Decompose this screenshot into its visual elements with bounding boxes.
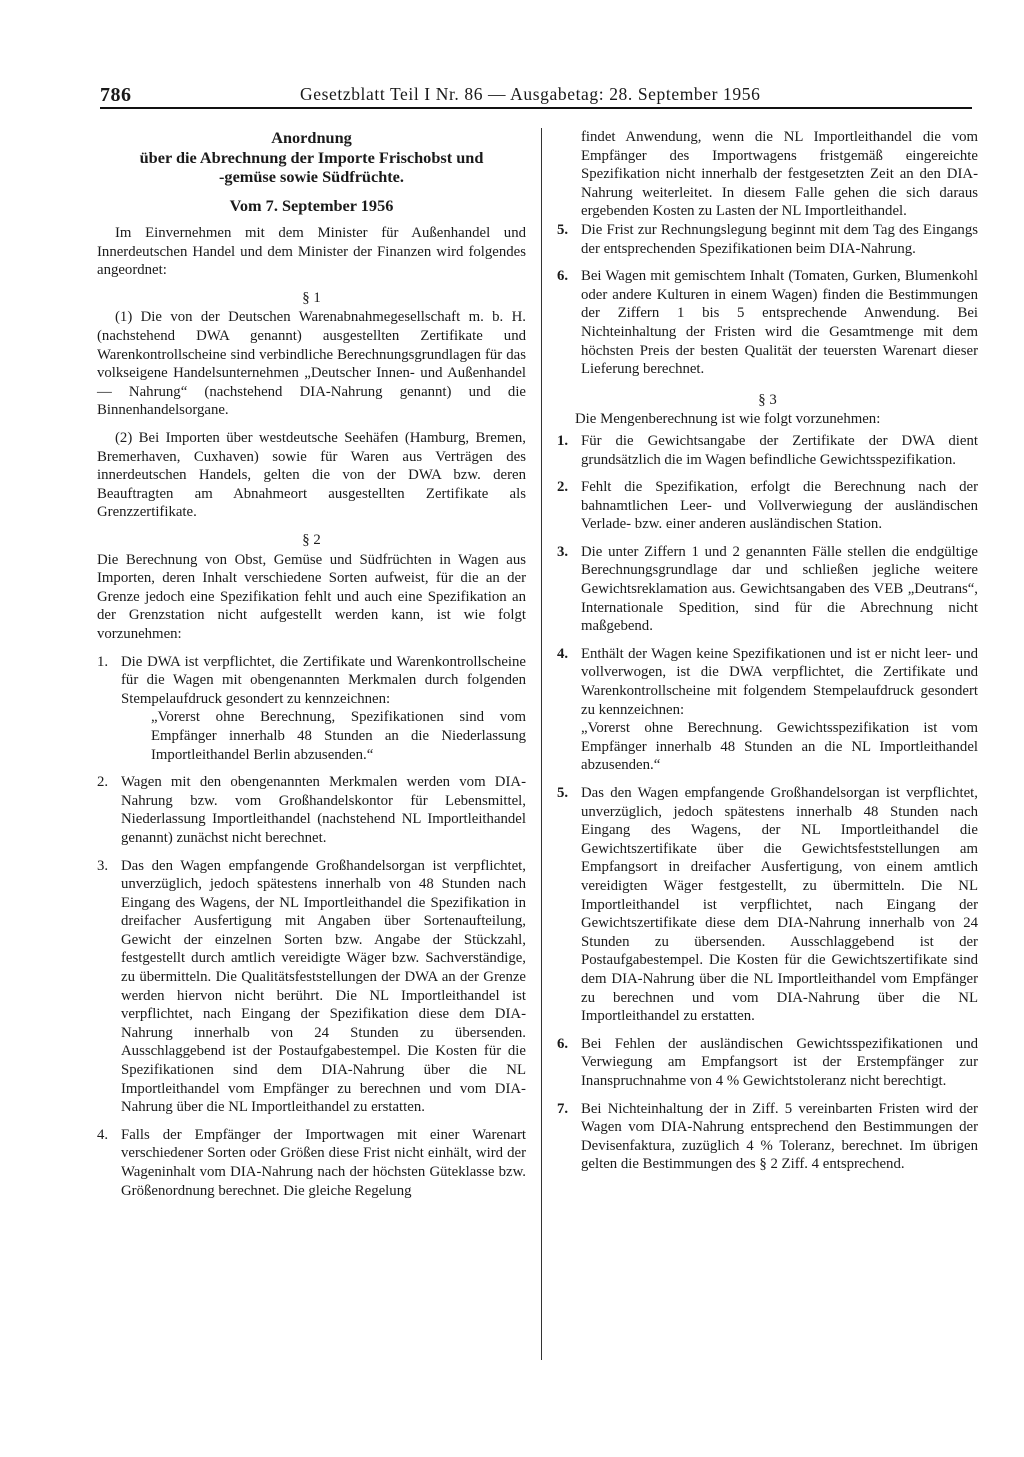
list-item (557, 645, 978, 775)
item-text: Wagen mit den obengenannten Merkmalen werden vom DIA-Nahrung bzw. vom Großhandelskontor für Lebensmittel, Niederlassung Importleithandel (nachstehend NL Importleithandel genannt) zunächst nicht berechnet. (121, 774, 526, 846)
list-item (557, 432, 978, 469)
item-text: Die unter Ziffern 1 und 2 genannten Fälle stellen die endgültige Berechnungsgrundlage dar und schließen jegliche weitere Gewichtsreklamation aus. Gewichtsangaben des VEB „Deutrans“, Internationale Spedition, sind für die Abrechnung nicht maßgebend. (581, 543, 978, 635)
stamp-quote: „Vorerst ohne Berechnung. Gewichtsspezifikation ist vom Empfänger innerhalb 48 Stunden an die NL Importleithandel abzusenden.“ (581, 720, 978, 774)
item-number: 2. (97, 774, 109, 791)
item-text: Enthält der Wagen keine Spezifikationen und ist er nicht leer- und vollverwogen, ist die DWA verpflichtet, die Zertifikate und Warenkontrollscheine mit folgendem Stempelaufdruck gesondert zu kennzeichnen: (581, 645, 978, 718)
page-header (100, 80, 972, 108)
item-text: Falls der Empfänger der Importwagen mit einer Warenart verschiedener Sorten oder Größen diese Frist nicht einhält, wird der Wageninhalt vom DIA-Nahrung nach der höchsten Güteklasse bzw. Größenordnung berechnet. Die gleiche Regelung (121, 1126, 526, 1199)
list-item (557, 267, 978, 379)
running-head: Gesetzblatt Teil I Nr. 86 — Ausgabetag: 28. September 1956 (300, 84, 761, 104)
item-text: Bei Fehlen der ausländischen Gewichtsspezifikationen und Verwiegung am Empfangsort ist der Erstempfänger zur Inanspruchnahme von 4 % Gewichtstoleranz nicht berechtigt. (581, 1035, 978, 1089)
list-item (557, 478, 978, 534)
section-3-heading: § 3 (758, 391, 777, 408)
list-item (557, 543, 978, 636)
right-column (557, 128, 978, 1174)
item-text: Das den Wagen empfangende Großhandelsorgan ist verpflichtet, unverzüglich, jedoch spätestens innerhalb 48 Stunden nach Eingang des Wagens, der NL Importleithandel die Gewichtszertifikate über die Gewichtsfeststellungen am Empfangsort in dreifacher Ausfertigung, von einem amtlich vereidigten Wäger festgestellt, zu übermitteln. Die NL Importleithandel ist verpflichtet, nach Eingang der Gewichtszertifikate diese dem DIA-Nahrung innerhalb von 24 Stunden zu übersenden. Ausschlaggebend ist der Postaufgabestempel. Die Kosten für die Gewichtszertifikate sind dem DIA-Nahrung über die NL Importleithandel vom Empfänger zu berechnen und vom DIA-Nahrung über die NL Importleithandel zu erstatten. (581, 785, 978, 1025)
ordinance-title-line-1: Anordnung (271, 128, 352, 147)
item-text: Bei Nichteinhaltung der in Ziff. 5 vereinbarten Fristen wird der Wagen vom DIA-Nahrung entsprechend den Bestimmungen der Devisenfaktura, zuzüglich 4 % Toleranz, berechnet. Im übrigen gelten die Bestimmungen des § 2 Ziff. 4 entsprechend. (581, 1100, 978, 1173)
section-2-item-4-continuation: findet Anwendung, wenn die NL Importleithandel die vom Empfänger des Importwagens fristgemäß eingereichte Spezifikation nicht innerhalb der festgesetzten Zeit an den DIA-Nahrung weiterleitet. In diesem Falle gehen die sich daraus ergebenden Kosten zu Lasten der NL Importleithandel. (581, 129, 978, 220)
list-item (97, 773, 526, 847)
item-number: 7. (557, 1100, 569, 1117)
section-3-list (557, 432, 978, 1174)
list-item (557, 784, 978, 1026)
section-2-list (97, 653, 526, 1201)
item-number: 6. (557, 268, 569, 285)
left-column (97, 128, 526, 1200)
section-1-paragraph-1: (1) Die von der Deutschen Warenabnahmegesellschaft m. b. H. (nachstehend DWA genannt) ausgestellten Zertifikate und Warenkontrollscheine sind verbindliche Berechnungsgrundlagen für das volkseigene Handelsunternehmen „Deutscher Innen- und Außenhandel — Nahrung“ (nachstehend DIA-Nahrung genannt) und die Binnenhandelsorgane. (97, 309, 526, 419)
section-1-paragraph-2: (2) Bei Importen über westdeutsche Seehäfen (Hamburg, Bremen, Bremerhaven, Cuxhaven) sowie für Waren aus Verträgen des innerdeutschen Handels, gelten die von der DWA bzw. deren Beauftragten am Abnahmeort ausgestellten Zertifikate als Grenzzertifikate. (97, 430, 526, 521)
list-item (97, 1126, 526, 1200)
item-number: 1. (557, 432, 569, 449)
section-2-heading: § 2 (302, 532, 321, 548)
item-text: Für die Gewichtsangabe der Zertifikate der DWA dient grundsätzlich die im Wagen befindliche Gewichtsspezifikation. (581, 432, 978, 468)
item-number: 3. (97, 857, 109, 874)
section-3-intro: Die Mengenberechnung ist wie folgt vorzunehmen: (575, 411, 881, 428)
list-item (97, 653, 526, 765)
item-text: Fehlt die Spezifikation, erfolgt die Berechnung nach der bahnamtlichen Leer- und Vollverwiegung der ausländischen Verlade- bzw. einer anderen ausländischen Station. (581, 479, 978, 533)
item-number: 3. (557, 543, 569, 560)
item-number: 4. (557, 645, 569, 662)
list-item (557, 1100, 978, 1174)
ordinance-title-line-3: -gemüse sowie Südfrüchte. (219, 167, 404, 186)
stamp-quote: „Vorerst ohne Berechnung, Spezifikationen sind vom Empfänger innerhalb 48 Stunden an die Niederlassung Importleithandel Berlin abzusenden.“ (151, 709, 526, 763)
item-text: Die Frist zur Rechnungslegung beginnt mit dem Tag des Eingangs der entsprechenden Spezifikationen beim DIA-Nahrung. (581, 221, 978, 257)
item-number: 2. (557, 479, 569, 496)
item-number: 6. (557, 1035, 569, 1052)
item-text: Die DWA ist verpflichtet, die Zertifikate und Warenkontrollscheine für die Wagen mit obengenannten Merkmalen durch folgenden Stempelaufdruck gesondert zu kennzeichnen: (121, 653, 526, 707)
list-item (557, 221, 978, 258)
item-number: 1. (97, 653, 109, 670)
list-item (557, 1035, 978, 1091)
item-text: Bei Wagen mit gemischtem Inhalt (Tomaten, Gurken, Blumenkohl oder andere Kulturen in einem Wagen) finden die Bestimmungen der Ziffern 1 bis 5 entsprechende Anwendung. Bei Nichteinhaltung der Fristen wird die Gesamtmenge mit dem höchsten Preis der besten Qualität der teuersten Warenart dieser Lieferung berechnet. (581, 268, 978, 378)
item-number: 5. (557, 221, 569, 238)
header-rule (100, 107, 972, 109)
item-number: 5. (557, 785, 569, 801)
item-text: Das den Wagen empfangende Großhandelsorgan ist verpflichtet, unverzüglich, jedoch spätestens innerhalb von 48 Stunden nach Eingang des Wagens, der NL Importleithandel die Spezifikation in dreifacher Ausfertigung mit Angaben über Sortenaufteilung, Gewicht der einzelnen Sorten bzw. Angabe der Stückzahl, festgestellt durch amtlich vereidigte Wäger bzw. Sachverständige, zu übermitteln. Die Qualitätsfeststellungen der DWA an der Grenze werden hiervon nicht berührt. Die NL Importleithandel ist verpflichtet, nach Eingang der Spezifikation diese dem DIA-Nahrung innerhalb von 24 Stunden zu übersenden. Ausschlaggebend ist der Postaufgabestempel. Die Kosten für die Spezifikationen sind dem DIA-Nahrung über die NL Importleithandel vom Empfänger zu berechnen und vom DIA-Nahrung über die NL Importleithandel zu erstatten. (121, 857, 526, 1116)
section-2-intro: Die Berechnung von Obst, Gemüse und Südfrüchten in Wagen aus Importen, deren Inhalt verschiedene Sorten aufweist, für die an der Grenze jedoch eine Spezifikation fehlt und auch eine Spezifikation an der Grenzstation nicht aufgestellt werden kann, ist wie folgt vorzunehmen: (97, 551, 526, 642)
item-number: 4. (97, 1126, 109, 1143)
list-item (97, 857, 526, 1117)
page-number: 786 (100, 84, 132, 106)
preamble: Im Einvernehmen mit dem Minister für Außenhandel und Innerdeutschen Handel und dem Minister der Finanzen wird folgendes angeordnet: (97, 225, 526, 279)
ordinance-title-line-2: über die Abrechnung der Importe Frischobst und (139, 147, 484, 167)
section-1-heading: § 1 (302, 289, 321, 306)
ordinance-date: Vom 7. September 1956 (229, 195, 394, 215)
column-divider (541, 128, 542, 1360)
